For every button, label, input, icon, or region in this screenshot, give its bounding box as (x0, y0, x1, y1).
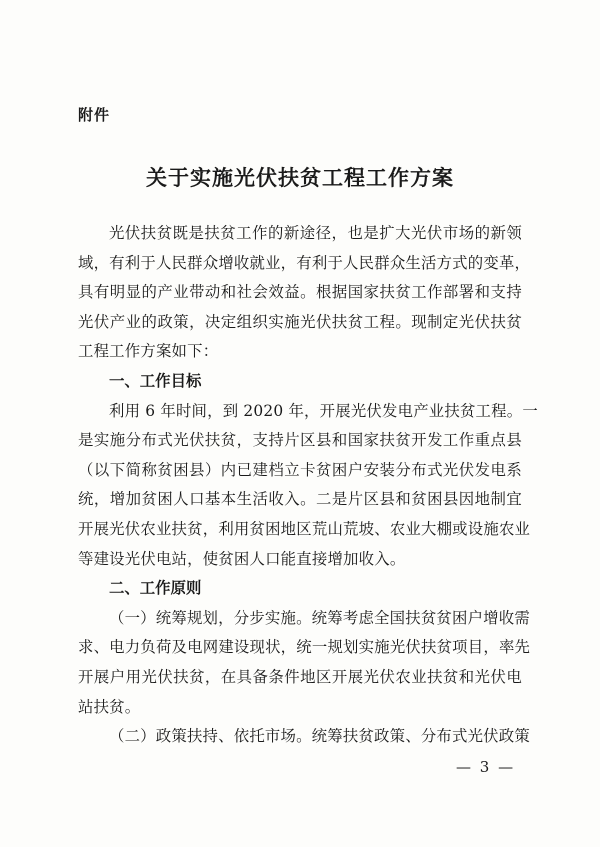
goals-line: （以下简称贫困县）内已建档立卡贫困户安装分布式光伏发电系 (78, 460, 522, 479)
principles-line: 站扶贫。 (78, 697, 141, 716)
section-heading-principles: 二、工作原则 (109, 579, 202, 598)
attachment-label: 附件 (78, 106, 111, 124)
goals-line: 统，增加贫困人口基本生活收入。二是片区县和贫困县因地制宜 (78, 490, 522, 509)
principles-line: 开展户用光伏扶贫，在具备条件地区开展光伏农业扶贫和光伏电 (78, 667, 522, 686)
intro-line: 工程工作方案如下： (78, 342, 219, 361)
principles-line: （二）政策扶持、依托市场。统筹扶贫政策、分布式光伏政策 (109, 727, 530, 746)
intro-line: 光伏产业的政策，决定组织实施光伏扶贫工程。现制定光伏扶贫 (78, 312, 522, 331)
principles-line: 求、电力负荷及电网建设现状，统一规划实施光伏扶贫项目，率先 (78, 638, 531, 657)
goals-line: 是实施分布式光伏扶贫，支持片区县和国家扶贫开发工作重点县 (78, 431, 522, 450)
goals-line: 开展光伏农业扶贫，利用贫困地区荒山荒坡、农业大棚或设施农业 (78, 519, 531, 538)
goals-line: 等建设光伏电站，使贫困人口能直接增加收入。 (78, 549, 406, 568)
document-body (78, 219, 538, 752)
page-number: — 3 — (456, 758, 516, 776)
principles-line: （一）统筹规划，分步实施。统筹考虑全国扶贫贫困户增收需 (109, 608, 530, 627)
section-heading-goals: 一、工作目标 (109, 371, 202, 390)
goals-line: 利用 6 年时间，到 2020 年，开展光伏发电产业扶贫工程。一 (109, 401, 538, 420)
intro-line: 具有明显的产业带动和社会效益。根据国家扶贫工作部署和支持 (78, 283, 522, 302)
intro-line: 光伏扶贫既是扶贫工作的新途径，也是扩大光伏市场的新领 (109, 224, 522, 242)
document-title: 关于实施光伏扶贫工程工作方案 (146, 165, 454, 190)
intro-line: 域，有利于人民群众增收就业，有利于人民群众生活方式的变革， (78, 253, 531, 272)
